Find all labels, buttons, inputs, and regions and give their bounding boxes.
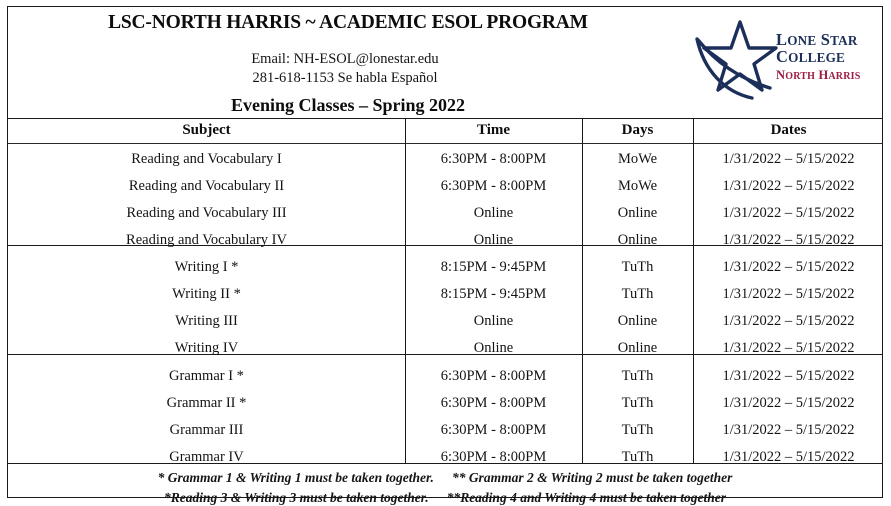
table-row: 1/31/2022 – 5/15/2022 <box>722 178 855 194</box>
page-title: LSC-NORTH HARRIS ~ ACADEMIC ESOL PROGRAM <box>108 12 588 33</box>
table-row: Writing I * <box>174 259 239 275</box>
table-row: 1/31/2022 – 5/15/2022 <box>722 395 855 411</box>
table-row: Writing III <box>175 313 238 329</box>
table-row: 1/31/2022 – 5/15/2022 <box>722 422 855 438</box>
col-header-days: Days <box>621 122 654 138</box>
table-row: Reading and Vocabulary I <box>131 151 282 167</box>
table-row: 1/31/2022 – 5/15/2022 <box>722 368 855 384</box>
document-header <box>8 7 882 118</box>
table-row: Grammar I * <box>169 368 244 384</box>
schedule-subtitle: Evening Classes – Spring 2022 <box>230 95 466 115</box>
table-row: Online <box>617 205 658 221</box>
email-line: Email: NH-ESOL@lonestar.edu <box>251 51 439 67</box>
table-row: 8:15PM - 9:45PM <box>440 286 547 302</box>
col-header-dates: Dates <box>770 122 807 138</box>
table-row: Online <box>617 232 658 248</box>
table-row: 8:15PM - 9:45PM <box>440 259 547 275</box>
table-row: Online <box>617 340 658 356</box>
table-row: Online <box>473 232 514 248</box>
table-row: 1/31/2022 – 5/15/2022 <box>722 286 855 302</box>
table-row: TuTh <box>621 422 654 438</box>
rule-table-top <box>8 118 882 119</box>
footnote-1-right: ** Grammar 2 & Writing 2 must be taken together <box>451 470 733 485</box>
table-row: 1/31/2022 – 5/15/2022 <box>722 313 855 329</box>
table-row: Online <box>473 205 514 221</box>
table-row: Reading and Vocabulary II <box>128 178 285 194</box>
table-row: 6:30PM - 8:00PM <box>440 178 547 194</box>
table-row: Online <box>473 313 514 329</box>
document-frame <box>7 6 883 505</box>
table-row: Grammar II * <box>166 395 247 411</box>
rule-under-colheads <box>8 143 882 144</box>
table-row: 1/31/2022 – 5/15/2022 <box>722 232 855 248</box>
col-header-subject: Subject <box>182 122 231 138</box>
table-row: Reading and Vocabulary III <box>126 205 287 221</box>
table-row: 6:30PM - 8:00PM <box>440 422 547 438</box>
contact-block <box>8 50 668 88</box>
table-row: 1/31/2022 – 5/15/2022 <box>722 205 855 221</box>
table-row: TuTh <box>621 286 654 302</box>
footnote-line-1 <box>8 470 882 486</box>
table-row: TuTh <box>621 449 654 465</box>
table-row: 6:30PM - 8:00PM <box>440 151 547 167</box>
table-row: TuTh <box>621 368 654 384</box>
col-header-time: Time <box>476 122 511 138</box>
table-row: Reading and Vocabulary IV <box>126 232 287 248</box>
logo-line-3: NORTH HARRIS <box>776 68 861 82</box>
table-row: Online <box>617 313 658 329</box>
table-row: MoWe <box>617 178 658 194</box>
logo-wordmark <box>776 32 882 84</box>
footnote-2-left: *Reading 3 & Writing 3 must be taken together. <box>164 490 429 505</box>
table-row: MoWe <box>617 151 658 167</box>
star-icon <box>694 18 778 100</box>
logo-line-1: LONE STAR <box>776 30 858 49</box>
table-row: Grammar IV <box>169 449 244 465</box>
table-row: Writing IV <box>174 340 239 356</box>
logo-line-2: COLLEGE <box>776 47 846 66</box>
class-schedule-table <box>8 118 882 505</box>
table-row: Writing II * <box>172 286 241 302</box>
table-row: 1/31/2022 – 5/15/2022 <box>722 259 855 275</box>
table-row: Grammar III <box>169 422 244 438</box>
table-row: TuTh <box>621 395 654 411</box>
footnote-1-left: * Grammar 1 & Writing 1 must be taken together. <box>157 470 434 485</box>
footnote-line-2 <box>8 490 882 506</box>
phone-line: 281-618-1153 Se habla Español <box>252 70 438 86</box>
table-row: 1/31/2022 – 5/15/2022 <box>722 151 855 167</box>
lone-star-college-logo <box>692 16 882 102</box>
table-row: 1/31/2022 – 5/15/2022 <box>722 449 855 465</box>
table-row: 6:30PM - 8:00PM <box>440 395 547 411</box>
table-row: TuTh <box>621 259 654 275</box>
table-row: 6:30PM - 8:00PM <box>440 368 547 384</box>
footnote-2-right: **Reading 4 and Writing 4 must be taken together <box>446 490 726 505</box>
table-row: Online <box>473 340 514 356</box>
table-row: 1/31/2022 – 5/15/2022 <box>722 340 855 356</box>
table-row: 6:30PM - 8:00PM <box>440 449 547 465</box>
